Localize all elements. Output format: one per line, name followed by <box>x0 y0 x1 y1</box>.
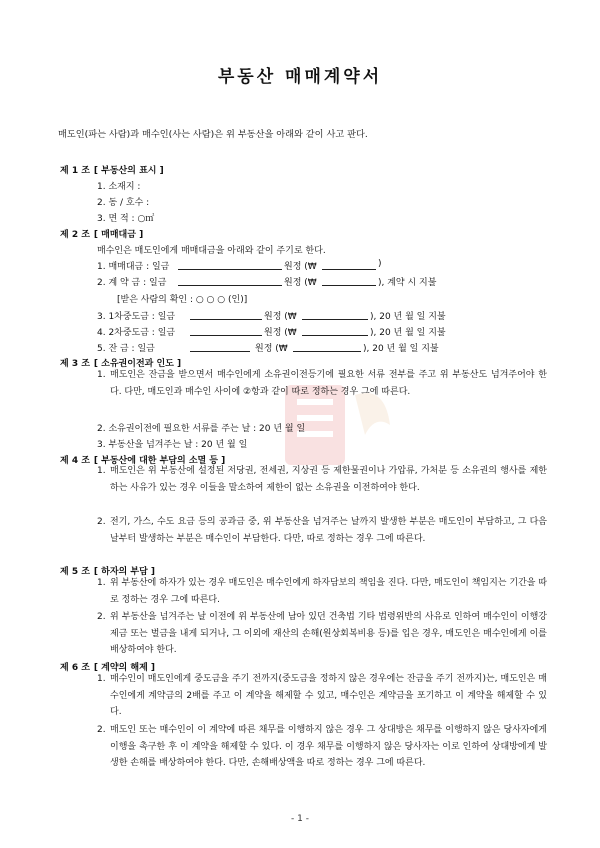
document-title: 부동산 매매계약서 <box>217 67 383 87</box>
encumbrance-clause-2: 2. 전기, 가스, 수도 요금 등의 공과금 중, 위 부동산을 넘겨주는 날까지 발생한 부분은 매도인이 부담하고, 그 다음 날부터 발생하는 부분은 매수인이 부담한다. 다만, 따로 정하는 경우 그에 따른다. <box>97 517 547 544</box>
article-5-heading: 제 5 조 [ 하자의 부담 ] <box>60 567 156 577</box>
price-lead-text: 매수인은 매도인에게 매매대금을 아래와 같이 주기로 한다. <box>97 246 326 256</box>
property-unit: 2. 동 / 호수 : <box>97 198 150 208</box>
property-area: 3. 면 적 : ○㎡ <box>97 214 155 224</box>
article-2-heading: 제 2 조 [ 매매대금 ] <box>60 230 144 240</box>
termination-clause-2: 2. 매도인 또는 매수인이 이 계약에 따른 채무를 이행하지 않은 경우 그 상대방은 채무를 이행하지 않은 당사자에게 이행을 촉구한 후 이 계약을 해제할 수 있다. 이 경우 채무를 이행하지 않은 당사자는 이로 인하여 상대방에게 발생한 손해를 배상하여야 한다. 다만, 손해배상액을 따로 정하는 경우 그에 따른다. <box>97 725 547 769</box>
transfer-clause-1: 1. 매도인은 잔금을 받으면서 매수인에게 소유권이전등기에 필요한 서류 전부를 주고 위 부동산도 넘겨주어야 한다. 다만, 매도인과 매수인 사이에 ②항과 같이 따로 정하는 경우 그에 따른다. <box>97 370 547 397</box>
transfer-docs-date: 2. 소유권이전에 필요한 서류를 주는 날 : 20 년 월 일 <box>97 424 306 434</box>
handover-date: 3. 부동산을 넘겨주는 날 : 20 년 월 일 <box>97 440 248 450</box>
receipt-confirmation: [받은 사람의 확인 : ○ ○ ○ (인)] <box>117 295 248 305</box>
defect-clause-1: 1. 위 부동산에 하자가 있는 경우 매도인은 매수인에게 하자담보의 책임을 진다. 다만, 매도인이 책임지는 기간을 따로 정하는 경우 그에 따른다. <box>97 578 548 605</box>
article-6-heading: 제 6 조 [ 계약의 해제 ] <box>60 663 156 673</box>
article-4-heading: 제 4 조 [ 부동산에 대한 부담의 소멸 등 ] <box>60 456 226 466</box>
page-number: - 1 - <box>291 814 309 824</box>
article-3-heading: 제 3 조 [ 소유권이전과 인도 ] <box>60 359 182 369</box>
encumbrance-clause-1: 1. 매도인은 위 부동산에 설정된 저당권, 전세권, 지상권 등 제한물권이나 가압류, 가처분 등 소유권의 행사를 제한하는 사유가 있는 경우 이들을 말소하여 제한이 없는 소유권을 이전하여야 한다. <box>97 466 547 493</box>
termination-clause-1: 1. 매수인이 매도인에게 중도금을 주기 전까지(중도금을 정하지 않은 경우에는 잔금을 주기 전까지)는, 매도인은 매수인에게 계약금의 2배를 주고 이 계약을 해제할 수 있고, 매수인은 계약금을 포기하고 이 계약을 해제할 수 있다. <box>97 674 547 718</box>
intro-text: 매도인(파는 사람)과 매수인(사는 사람)은 위 부동산을 아래와 같이 사고 판다. <box>58 129 368 140</box>
article-1-heading: 제 1 조 [ 부동산의 표시 ] <box>60 166 164 176</box>
defect-clause-2: 2. 위 부동산을 넘겨주는 날 이전에 위 부동산에 남아 있던 건축법 기타 법령위반의 사유로 인하여 매수인이 이행강제금 또는 벌금을 내게 되거나, 그 이외에 재산의 손해(원상회복비용 등)를 입은 경우, 매도인은 매수인에게 이를 배상하여야 한다. <box>97 612 547 656</box>
property-location: 1. 소재지 : <box>97 182 141 192</box>
